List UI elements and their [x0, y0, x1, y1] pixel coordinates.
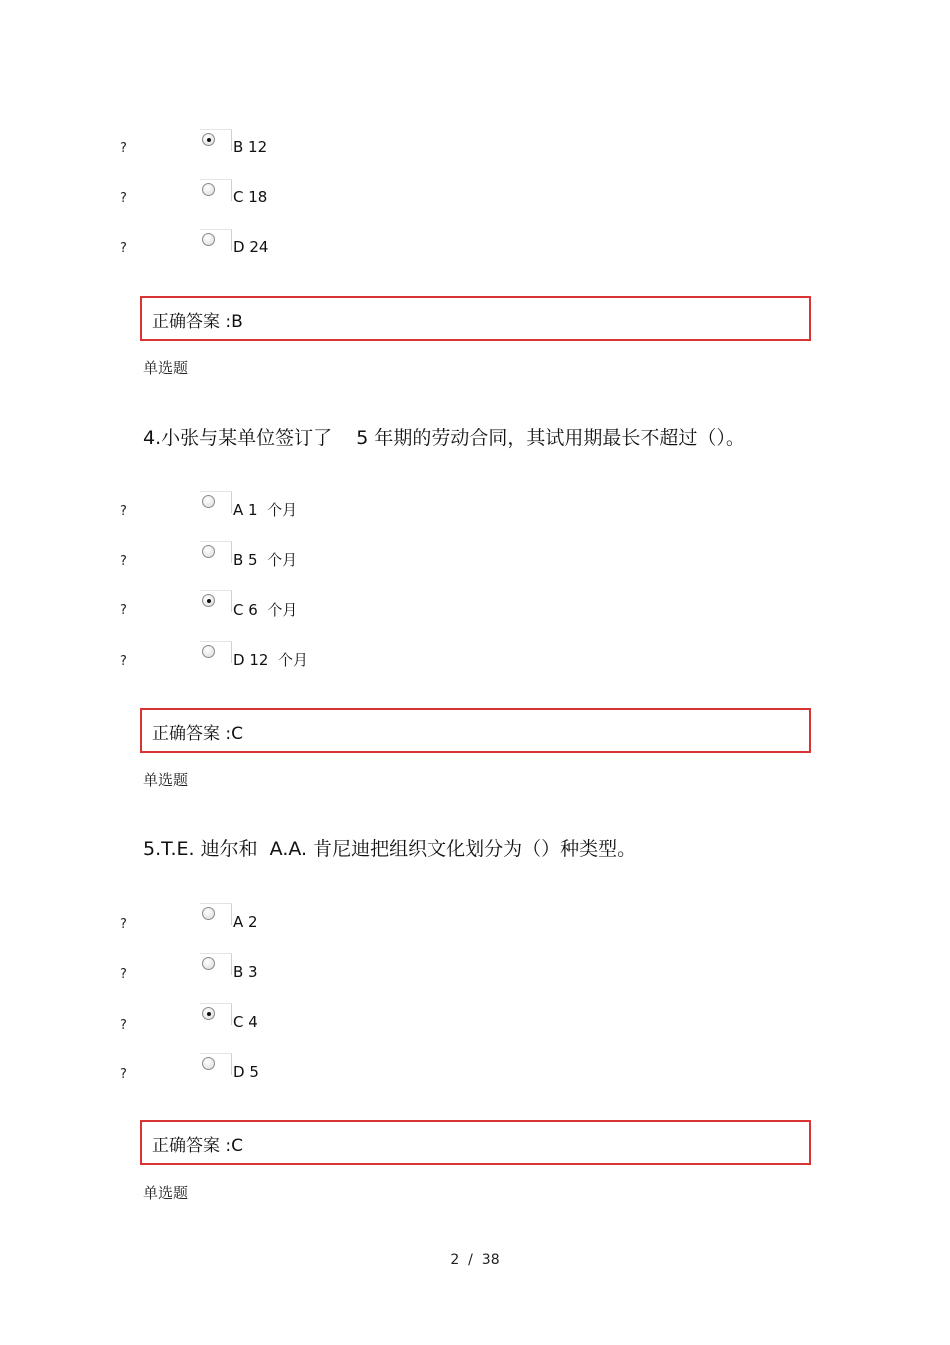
- option-bullet: ?: [120, 191, 127, 206]
- radio-button-d[interactable]: [202, 1057, 215, 1070]
- option-bullet: ?: [120, 1018, 127, 1033]
- option-label-d: D 5: [233, 1063, 259, 1081]
- option-label-d: D 24: [233, 238, 269, 256]
- option-bullet: ?: [120, 654, 127, 669]
- radio-button-c[interactable]: [202, 594, 215, 607]
- radio-button-c[interactable]: [202, 183, 215, 196]
- option-bullet: ?: [120, 1067, 127, 1082]
- option-bullet: ?: [120, 917, 127, 932]
- question-4-text: 4.小张与某单位签订了 5 年期的劳动合同，其试用期最长不超过（）。: [143, 427, 745, 449]
- radio-button-b[interactable]: [202, 957, 215, 970]
- correct-answer-text: 正确答案 :C: [152, 1136, 244, 1156]
- option-bullet: ?: [120, 603, 127, 618]
- option-bullet: ?: [120, 241, 127, 256]
- option-label-a: A 1 个月: [233, 501, 298, 519]
- option-bullet: ?: [120, 504, 127, 519]
- correct-answer-box: [140, 1120, 811, 1165]
- correct-answer-text: 正确答案 :C: [152, 724, 244, 744]
- radio-button-a[interactable]: [202, 907, 215, 920]
- option-label-c: C 18: [233, 188, 268, 206]
- correct-answer-box: [140, 296, 811, 341]
- correct-answer-text: 正确答案 :B: [152, 312, 243, 332]
- option-bullet: ?: [120, 554, 127, 569]
- option-label-b: B 3: [233, 963, 258, 981]
- question-type-label: 单选题: [143, 1184, 189, 1202]
- radio-button-a[interactable]: [202, 495, 215, 508]
- option-label-b: B 12: [233, 138, 268, 156]
- radio-button-c[interactable]: [202, 1007, 215, 1020]
- option-label-b: B 5 个月: [233, 551, 298, 569]
- question-type-label: 单选题: [143, 771, 189, 789]
- radio-button-b[interactable]: [202, 133, 215, 146]
- radio-button-d[interactable]: [202, 645, 215, 658]
- option-label-c: C 6 个月: [233, 601, 298, 619]
- radio-button-d[interactable]: [202, 233, 215, 246]
- correct-answer-box: [140, 708, 811, 753]
- option-label-a: A 2: [233, 913, 258, 931]
- option-bullet: ?: [120, 967, 127, 982]
- question-5-text: 5.T.E. 迪尔和 A.A. 肯尼迪把组织文化划分为（）种类型。: [143, 838, 637, 860]
- option-bullet: ?: [120, 141, 127, 156]
- question-type-label: 单选题: [143, 359, 189, 377]
- radio-button-b[interactable]: [202, 545, 215, 558]
- page-number: 2 / 38: [450, 1252, 500, 1268]
- option-label-d: D 12 个月: [233, 651, 308, 669]
- option-label-c: C 4: [233, 1013, 258, 1031]
